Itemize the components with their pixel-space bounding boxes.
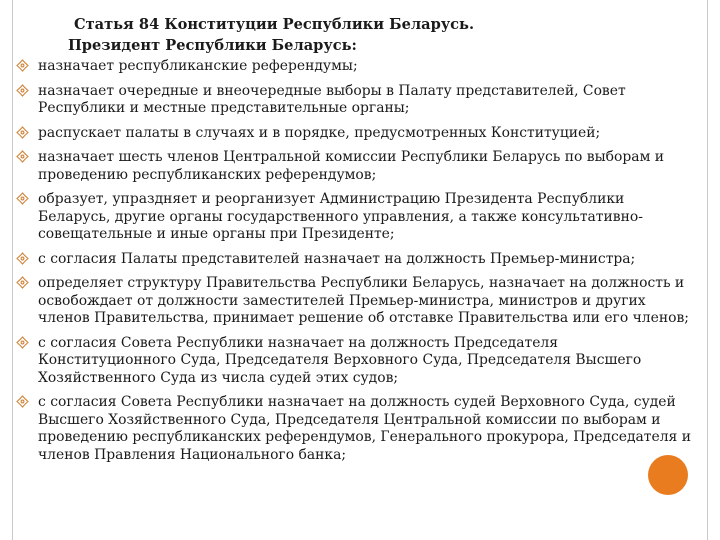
list-item-text: назначает очередные и внеочередные выборы в Палату представителей, Совет Республики и местные представительные органы; — [38, 82, 626, 116]
ornamental-bullet-icon — [16, 59, 29, 72]
slide-title — [68, 14, 474, 56]
list-item-text: образует, упраздняет и реорганизует Администрацию Президента Республики Беларусь, другие органы государственного управления, а также консультативно-совещательные и иные органы при Президенте; — [38, 191, 643, 242]
ornamental-bullet-icon — [16, 150, 29, 163]
list-item — [0, 83, 720, 118]
list-item — [0, 58, 720, 76]
list-item-text: назначает республиканские референдумы; — [38, 58, 358, 74]
title-line-president: Президент Республики Беларусь: — [68, 37, 357, 54]
ornamental-bullet-icon — [16, 336, 29, 349]
list-item — [0, 335, 720, 388]
list-item-text: распускает палаты в случаях и в порядке, предусмотренных Конституцией; — [38, 124, 601, 141]
list-item — [0, 149, 720, 184]
ornamental-bullet-icon — [16, 84, 29, 97]
list-item-text: с согласия Совета Республики назначает на должность судей Верховного Суда, судей Высшего Хозяйственного Суда, Председателя Центральной комиссии по выборам и проведению республиканских референдумов, Генерального прокурора, Председателя и членов Правления Национального банка; — [38, 394, 691, 463]
ornamental-bullet-icon — [16, 395, 29, 408]
list-item-text: назначает шесть членов Центральной комиссии Республики Беларусь по выборам и проведению республиканских референдумов; — [38, 149, 665, 183]
list-item-text: с согласия Палаты представителей назначает на должность Премьер-министра; — [38, 250, 636, 267]
list-item — [0, 251, 720, 269]
ornamental-bullet-icon — [16, 252, 29, 265]
list-item-text: с согласия Совета Республики назначает на должность Председателя Конституционного Суда, Председателя Верховного Суда, Председателя Высшего Хозяйственного Суда из числа судей этих судов; — [38, 334, 642, 386]
list-item — [0, 125, 720, 143]
ornamental-bullet-icon — [16, 126, 29, 139]
ornamental-bullet-icon — [16, 192, 29, 205]
list-item — [0, 394, 720, 464]
powers-list — [0, 58, 720, 471]
list-item — [0, 275, 720, 328]
ornamental-bullet-icon — [16, 276, 29, 289]
list-item — [0, 191, 720, 244]
list-item-text: определяет структуру Правительства Республики Беларусь, назначает на должность и освобождает от должности заместителей Премьер-министра, министров и других членов Правительства, принимает решение об отставке Правительства или его членов; — [38, 275, 689, 326]
decorative-orange-circle — [648, 455, 688, 495]
title-line-article: Статья 84 Конституции Республики Беларусь. — [74, 16, 475, 33]
